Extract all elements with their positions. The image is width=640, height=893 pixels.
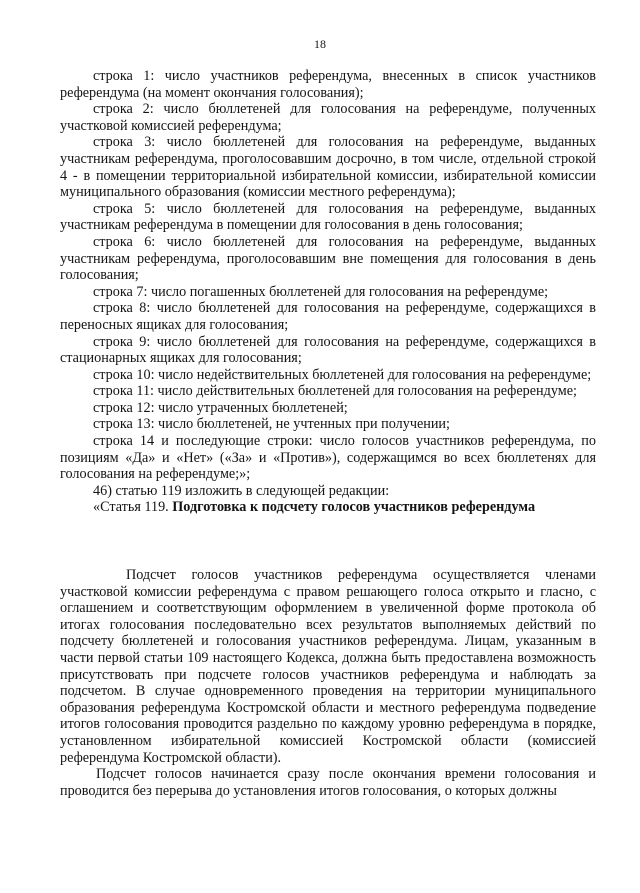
amendment-line: 46) статью 119 изложить в следующей редакции: — [93, 482, 390, 499]
row-item: строка 3: число бюллетеней для голосования на референдуме, выданных участникам референдума, проголосовавшим досрочно, в том числе, отдельной строкой 4 - в помещении территориальной избирательной комиссии, избирательной комиссии муниципального образования (комиссии местного референдума); — [60, 134, 596, 201]
row-item: строка 10: число недействительных бюллетеней для голосования на референдуме; — [93, 366, 592, 383]
row-item: строка 6: число бюллетеней для голосования на референдуме, выданных участникам референдума, проголосовавшим вне помещения для голосования в день голосования; — [60, 233, 596, 284]
article-prefix: «Статья 119. — [93, 499, 173, 516]
row-item: строка 9: число бюллетеней для голосования на референдуме, содержащихся в стационарных ящиках для голосования; — [60, 333, 596, 367]
body-paragraph: Подсчет голосов начинается сразу после окончания времени голосования и проводится без перерыва до установления итогов голосования, о которых должны — [60, 766, 596, 799]
body-paragraph: Подсчет голосов участников референдума осуществляется членами участковой комиссии референдума с правом решающего голоса открыто и гласно, с оглашением и соответствующим оформлением в увеличенной форме протокола об итогах голосования последовательно всех результатов выполняемых действий по подсчету бюллетеней и голосования участников референдума. Лицам, указанным в части первой статьи 109 настоящего Кодекса, должна быть предоставлена возможность присутствовать при подсчете голосов участников референдума и наблюдать за подсчетом. В случае одновременного проведения на территории муниципального образования референдума Костромской области и местного референдума подведение итогов голосования проводится раздельно по каждому уровню референдума в порядке, установленном избирательной комиссией Костромской области (комиссией референдума Костромской области). — [60, 567, 596, 766]
row-item: строка 5: число бюллетеней для голосования на референдуме, выданных участникам референдума в помещении для голосования в день голосования; — [60, 200, 596, 234]
row-item: строка 14 и последующие строки: число голосов участников референдума, по позициям «Да» и «Нет» («За» и «Против»), содержащимся во всех бюллетенях для голосования на референдуме;»; — [60, 433, 596, 483]
page-number: 18 — [314, 37, 326, 51]
row-item: строка 1: число участников референдума, внесенных в список участников референдума (на момент окончания голосования); — [60, 68, 596, 101]
row-item: строка 13: число бюллетеней, не учтенных при получении; — [93, 416, 450, 433]
row-item: строка 8: число бюллетеней для голосования на референдуме, содержащихся в переносных ящиках для голосования; — [60, 300, 596, 333]
article-heading — [60, 499, 596, 516]
row-item: строка 12: число утраченных бюллетеней; — [93, 399, 348, 416]
row-item: строка 2: число бюллетеней для голосования на референдуме, полученных участковой комиссией референдума; — [60, 101, 596, 134]
row-item: строка 11: число действительных бюллетеней для голосования на референдуме; — [93, 383, 577, 400]
article-title: Подготовка к подсчету голосов участников референдума — [172, 499, 536, 516]
rows-list — [60, 68, 596, 516]
article-body — [60, 567, 596, 799]
row-item: строка 7: число погашенных бюллетеней для голосования на референдуме; — [93, 283, 549, 300]
